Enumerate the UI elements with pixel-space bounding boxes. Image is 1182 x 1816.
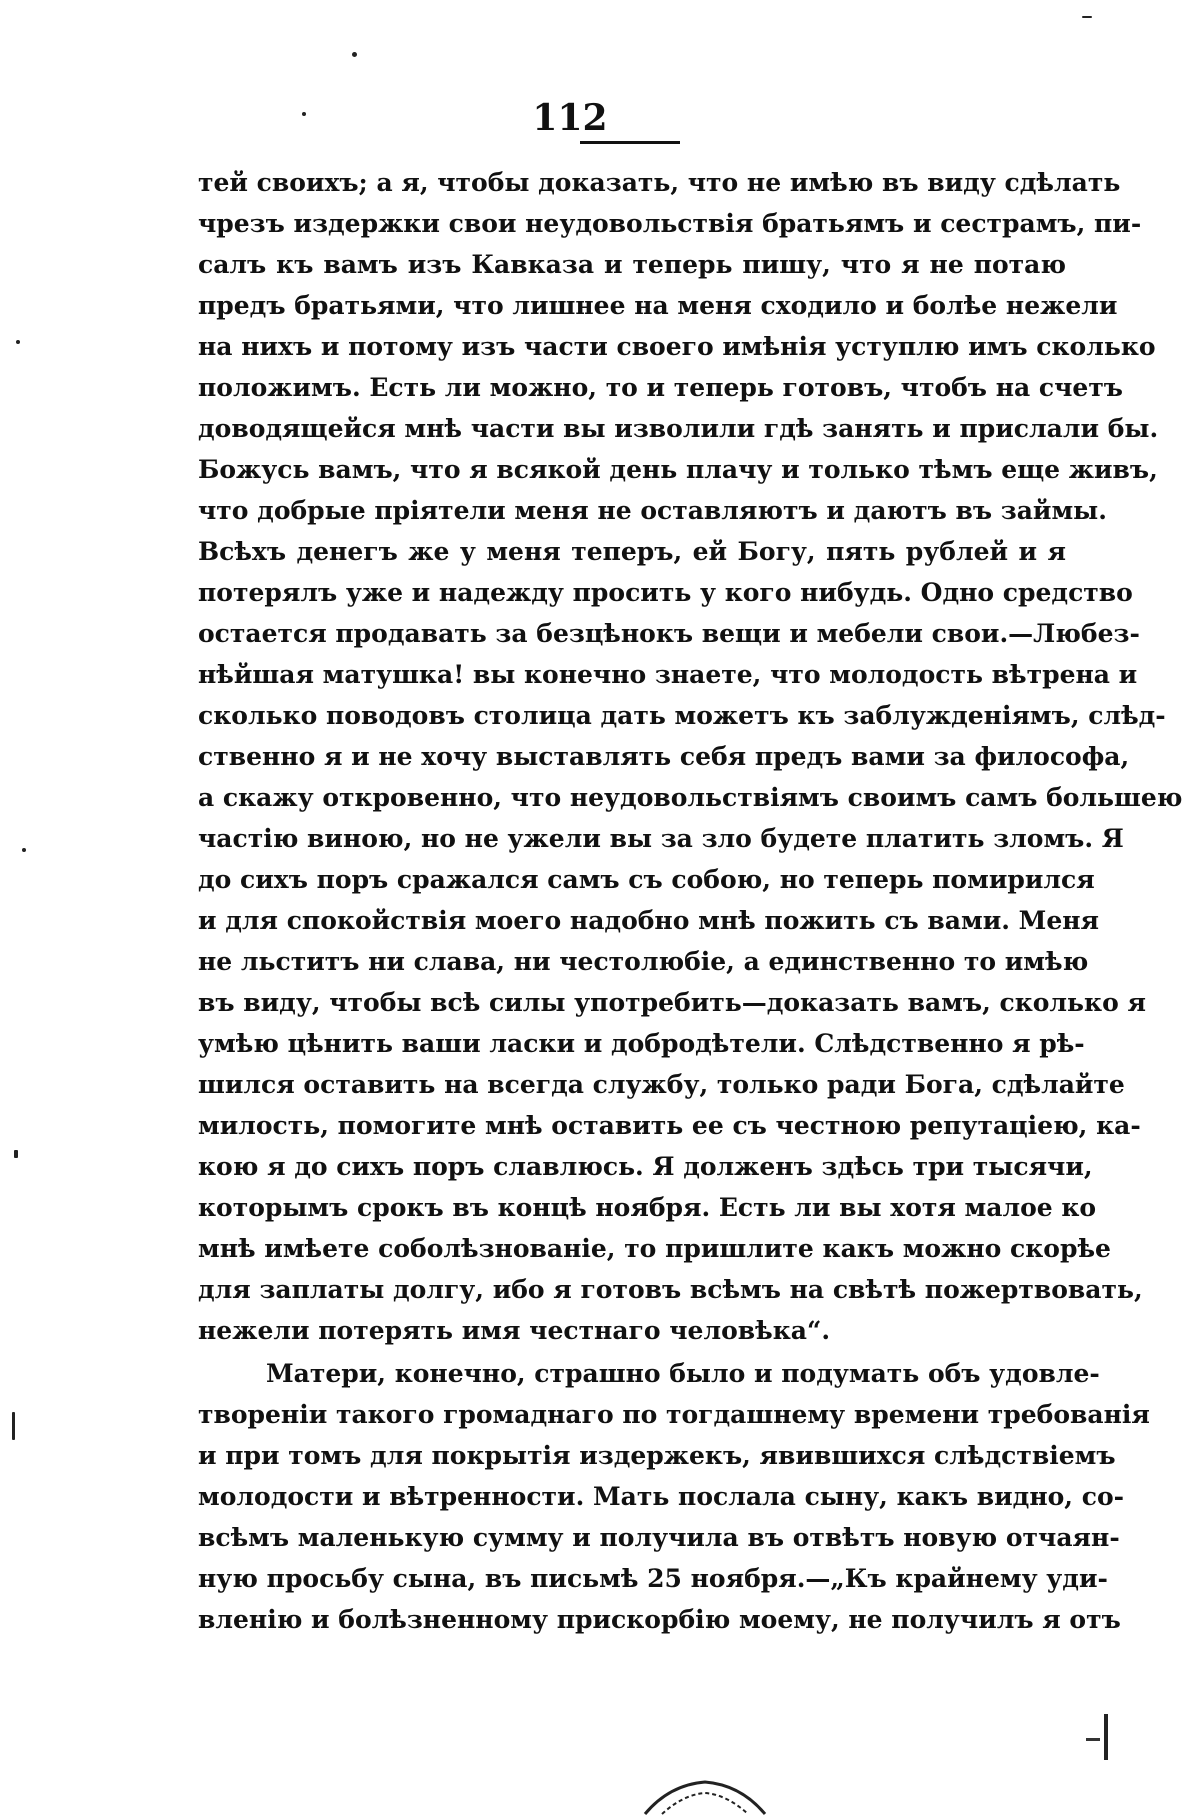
text-line: а скажу откровенно, что неудовольствіямъ своимъ самъ большею [198, 783, 1182, 812]
text-line: положимъ. Есть ли можно, то и теперь готовъ, чтобъ на счетъ [198, 373, 1123, 402]
text-line: салъ къ вамъ изъ Кавказа и теперь пишу, что я не потаю [198, 250, 1066, 279]
text-line: умѣю цѣнить ваши ласки и добродѣтели. Слѣдственно я рѣ- [198, 1029, 1085, 1058]
page-number: 112 [532, 97, 608, 139]
text-line: всѣмъ маленькую сумму и получила въ отвѣтъ новую отчаян- [198, 1523, 1120, 1552]
paragraph-last-line: нежели потерять имя честнаго человѣка“. [198, 1316, 831, 1345]
scan-speck [16, 340, 20, 344]
text-line: нѣйшая матушка! вы конечно знаете, что молодость вѣтрена и [198, 660, 1138, 689]
text-line: мнѣ имѣете соболѣзнованіе, то пришлите какъ можно скорѣе [198, 1234, 1111, 1263]
text-line: которымъ срокъ въ концѣ ноября. Есть ли вы хотя малое ко [198, 1193, 1097, 1222]
text-line: и при томъ для покрытія издержекъ, явившихся слѣдствіемъ [198, 1441, 1116, 1470]
text-line: и для спокойствія моего надобно мнѣ пожить съ вами. Меня [198, 906, 1100, 935]
text-line: остается продавать за безцѣнокъ вещи и мебели свои.—Любез- [198, 619, 1140, 648]
text-line: шился оставить на всегда службу, только ради Бога, сдѣлайте [198, 1070, 1125, 1099]
text-line: въ виду, чтобы всѣ силы употребить—доказать вамъ, сколько я [198, 988, 1146, 1017]
scan-speck [352, 52, 357, 57]
text-line: Божусь вамъ, что я всякой день плачу и только тѣмъ еще живъ, [198, 455, 1158, 484]
scan-edge-mark [1104, 1714, 1108, 1760]
library-stamp [640, 1776, 770, 1816]
text-line: частію виною, но не ужели вы за зло будете платить зломъ. Я [198, 824, 1124, 853]
scan-edge-mark [1086, 1738, 1100, 1741]
text-line: предъ братьями, что лишнее на меня сходило и болѣе нежели [198, 291, 1118, 320]
text-line: Всѣхъ денегъ же у меня теперъ, ей Богу, пять рублей и я [198, 537, 1066, 566]
text-line: тей своихъ; а я, чтобы доказать, что не имѣю въ виду сдѣлать [198, 168, 1121, 197]
text-line: вленію и болѣзненному прискорбію моему, не получилъ я отъ [198, 1605, 1121, 1634]
text-line: твореніи такого громаднаго по тогдашнему времени требованія [198, 1400, 1150, 1429]
scan-speck [12, 1412, 15, 1440]
page-number-underline [580, 141, 680, 144]
text-line: доводящейся мнѣ части вы изволили гдѣ занять и прислали бы. [198, 414, 1159, 443]
text-line: для заплаты долгу, ибо я готовъ всѣмъ на свѣтѣ пожертвовать, [198, 1275, 1143, 1304]
text-line: ную просьбу сына, въ письмѣ 25 ноября.—„Къ крайнему уди- [198, 1564, 1108, 1593]
text-line: милость, помогите мнѣ оставить ее съ честною репутаціею, ка- [198, 1111, 1141, 1140]
scan-speck [14, 1150, 18, 1158]
text-line: ственно я и не хочу выставлять себя предъ вами за философа, [198, 742, 1130, 771]
body-text [198, 162, 1182, 1640]
text-line: до сихъ поръ сражался самъ съ собою, но теперь помирился [198, 865, 1095, 894]
text-line: не льститъ ни слава, ни честолюбіе, а единственно то имѣю [198, 947, 1089, 976]
scan-speck [302, 112, 306, 116]
text-line: что добрые пріятели меня не оставляютъ и даютъ въ займы. [198, 496, 1107, 525]
paragraph-first-line: Матери, конечно, страшно было и подумать объ удовле- [266, 1359, 1100, 1388]
text-line: потерялъ уже и надежду просить у кого нибудь. Одно средство [198, 578, 1133, 607]
text-line: сколько поводовъ столица дать можетъ къ заблужденіямъ, слѣд- [198, 701, 1166, 730]
scan-speck [22, 848, 26, 852]
text-line: кою я до сихъ поръ славлюсь. Я долженъ здѣсь три тысячи, [198, 1152, 1093, 1181]
text-line: на нихъ и потому изъ части своего имѣнія уступлю имъ сколько [198, 332, 1156, 361]
text-line: молодости и вѣтренности. Мать послала сыну, какъ видно, со- [198, 1482, 1124, 1511]
scan-speck [1082, 16, 1092, 18]
text-line: чрезъ издержки свои неудовольствія братьямъ и сестрамъ, пи- [198, 209, 1142, 238]
